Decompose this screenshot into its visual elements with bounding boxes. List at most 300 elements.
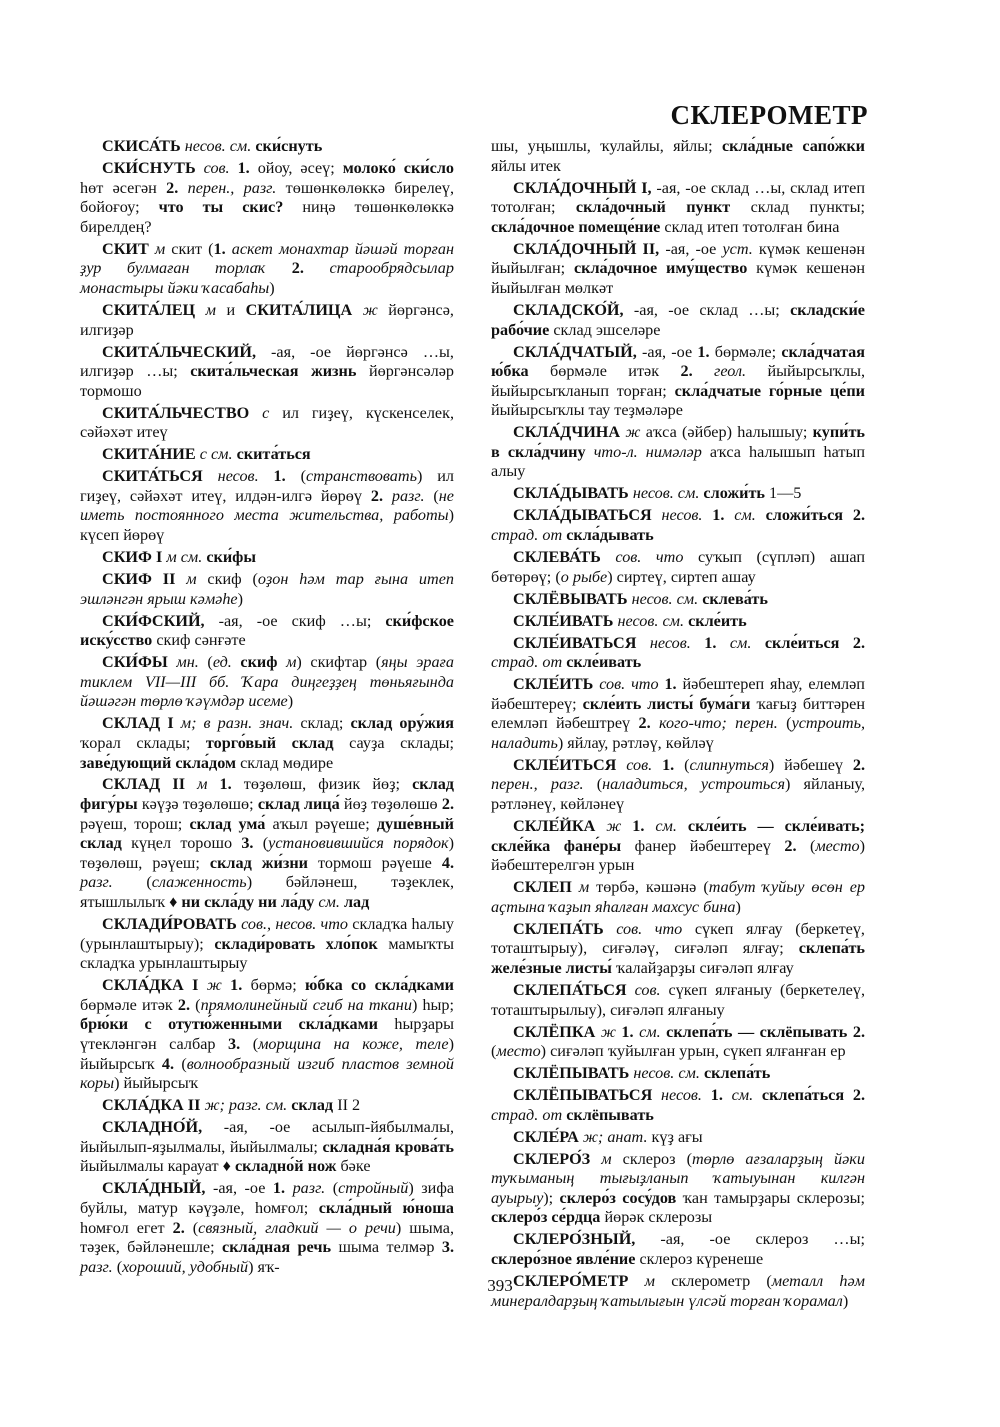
entry-text: ( [252,1034,259,1053]
entry-bold: 2. [177,995,196,1014]
entry-italic: с см. [199,445,237,464]
entry-text: аҡса (әйбер) һалышыу; [645,423,813,442]
entry-text: скиф сәнғәте [156,631,246,650]
entry-text: бөрмәле; [714,342,782,361]
entry-bold: склепа́ться 2. [761,1086,865,1105]
entry-bold: купи́ть в скла́дчину [491,423,865,461]
entry-text: ) [269,278,275,297]
entry-text: ( [433,486,439,505]
entry-text: күҙ ағы [651,1127,703,1146]
entry-bold: СКИТА́ЛЬЧЕСКИЙ, [102,342,272,361]
entry-bold: СКЛА́ДЧАТЫЙ, [513,342,643,361]
entry-bold: СКЛЕРО́ЗНЫЙ, [513,1230,661,1249]
entry-italic: разг. [80,873,147,892]
entry-bold: СКЛЁПКА [513,1022,601,1041]
entry-bold: СКИТА́ТЬСЯ [102,467,218,486]
entry-text: ( [116,1257,123,1276]
entry-italic: несов. см. [617,611,689,630]
entry-bold: 2. [680,362,714,381]
entry-text: күңел торошо [131,834,242,853]
entry-bold: 1. [621,1022,640,1041]
entry-bold: склеро́з сосу́дов [559,1188,683,1207]
entry-text: һырҙары үтекләнгән салбар [80,1015,454,1053]
entry-text: ҡорал склады; [80,733,206,752]
entry-text: -ая, -ое [665,239,723,258]
entry-bold: 4. [441,853,454,872]
entry-italic: мн. [176,653,208,672]
entry-italic: разг. [391,486,434,505]
dictionary-entry [491,423,865,482]
entry-text: скит ( [171,239,214,258]
dictionary-entry [80,159,454,237]
entry-bold: 1. [704,633,730,652]
entry-bold: 3. [441,1238,454,1257]
entry-bold: заве́дующий скла́дом [80,753,241,772]
entry-italic: несов. см. [631,589,703,608]
entry-text: складҡа һалыу (урынлаштырыу); [80,915,454,953]
entry-bold: СКЛАД I [102,714,181,733]
entry-text: -ая, -ое склад …ы, склад итеп тотолған; [491,178,865,217]
entry-italic: м [197,775,220,794]
entry-text: сүкеп ялғау (беркетеү, тоташтырыу), сиғәләү, сиғәләп ялғау; [491,919,865,958]
entry-bold: скита́ться [236,445,311,464]
entry-bold: СКИТА́ЛЕЦ [102,300,206,319]
entry-bold: 1. [219,775,244,794]
entry-text: ) һыр; [411,995,455,1014]
entry-italic: уст. [722,239,759,258]
entry-text: фанер йәбештереү [634,836,785,855]
dictionary-entry [80,1179,454,1277]
dictionary-entry [80,301,454,340]
right-column [491,137,865,1314]
entry-italic: хороший, удобный [122,1257,249,1276]
dictionary-entry [80,548,454,568]
entry-bold: 2. [291,259,330,278]
dictionary-entry [491,179,865,238]
entry-text: аҡса һалышып һатып алыу [491,442,865,481]
entry-text: ) бәйләнеш, тәҙеклек, ятышлылыҡ ♦ [80,873,454,912]
entry-text: склад пункты; [750,198,865,217]
entry-bold: склева́ть [702,589,768,608]
entry-italic: сов. [634,980,669,999]
entry-italic: м см. [166,548,207,566]
entry-bold: 1. [632,817,656,836]
entry-bold: 1. [273,467,301,486]
entry-bold: склад ору́жия [350,714,454,733]
entry-bold: склад ума́ [189,814,273,833]
entry-italic: ж; анат. [582,1127,652,1146]
entry-italic: место [815,836,860,855]
entry-bold: лад [343,893,370,912]
entry-bold: СКЛЕВА́ТЬ [513,548,616,566]
dictionary-entry [80,404,454,443]
entry-text: ил гиҙеү, күскенселек, сәйәхәт итеү [80,403,455,442]
entry-bold: ю́бка со скла́дками [305,976,455,995]
entry-italic: связный, гладкий — о речи [198,1218,396,1237]
entry-text: төшөнкөлөккә бирелеү, бойоғоу; [80,178,455,217]
entry-text: кәүҙә төҙөлөшө; [141,795,258,814]
dictionary-entry [80,714,454,773]
entry-bold: склад лица́ [257,795,344,814]
entry-text: -ая, -ое асылып-йябылмалы, йыйылып-яҙылмалы, йыйылмалы; [80,1118,454,1156]
entry-italic: геол. [714,362,768,381]
entry-text: йөргәнсә, илгиҙәр [80,300,454,339]
entry-text: склад итеп тотолған бина [664,217,840,236]
entry-text: йөрәк склерозы [604,1208,713,1227]
entry-bold: склади́ровать хло́пок [214,934,389,953]
entry-bold: ски́фы [206,548,257,566]
entry-text: төҙөлөш, физик йөҙ; [243,775,413,794]
dictionary-entry [80,653,454,712]
entry-bold: 1. [213,239,232,258]
page-number: 393 [487,1276,513,1295]
entry-bold: 1. [662,755,685,774]
entry-bold: 1. [237,158,258,177]
entry-text: ) [842,1291,849,1310]
entry-text: склерометр ( [671,1272,772,1291]
entry-italic: перен., разг. [187,178,286,197]
entry-text: ( [786,714,792,733]
entry-text: ( [262,834,269,853]
dictionary-entry [491,506,865,545]
entry-bold: скле́ить — скле́ивать; скле́йка фане́ры [491,817,866,855]
entry-italic: м [286,653,297,672]
dictionary-entry [491,612,865,632]
dictionary-entry [491,590,865,610]
entry-text: склад мөдире [240,753,334,772]
entry-italic: несов. [649,633,705,652]
entry-bold: скита́льческая жизнь [190,362,369,381]
entry-text: йөҙ төҙөлөшө [343,795,442,814]
entry-bold: СКЛА́ДОЧНЫЙ I, [513,178,657,197]
entry-text: -ая, -ое склад …ы; [633,300,791,319]
entry-bold: СКИТА́НИЕ [102,445,200,464]
entry-text: йыйырсыҡлы, йыйырсыҡланып торған; [491,362,865,400]
entry-text: һомғол егет [80,1218,173,1237]
entry-italic: разг. [292,1179,333,1198]
dictionary-entry [491,1023,865,1062]
entry-bold: 2. [784,836,810,855]
entry-text: йыйырсыҡлы тау теҙмәләре [491,401,683,420]
dictionary-entry [80,570,454,609]
entry-text: ) йыйырсыҡ [114,1074,199,1093]
entry-bold: СКЛЁПЫВАТЬСЯ [513,1086,662,1105]
entry-bold: СКИ́ФСКИЙ, [102,611,219,630]
entry-bold: душе́вный склад [80,814,454,853]
entry-bold: СКИТА́ЛИЦА [245,300,363,319]
entry-bold: СКЛАДСКО́Й, [513,300,634,319]
entry-text: ) күсеп йөрөү [80,506,454,545]
entry-text: -ая, -ое йөргәнсә …ы, илгиҙәр …ы; [80,342,454,381]
entry-italic: табут ҡуйыу өсөн ер аҫтына ҡаҙып яһалған махсус бина [491,878,865,916]
entry-italic: м [186,569,208,588]
entry-italic: аскет монахтар йәшәй торған ҙур булмаған торлаҡ [80,239,454,278]
entry-bold: 2. [852,755,865,774]
entry-bold: сложи́ться 2. [765,506,865,525]
entry-italic: см. [734,506,766,525]
entry-bold: 2. [441,795,454,814]
entry-bold: скле́ить [688,611,747,630]
entry-bold: склеро́з се́рдца [491,1208,605,1227]
entry-italic: старообрядсылар монастыры йәки ҡасабаһы [80,259,454,297]
entry-italic: м [644,1272,672,1291]
entry-text: ( [596,775,603,794]
entry-italic: ж [606,817,633,836]
entry-bold: 3. [241,834,263,853]
entry-bold: 1. [664,675,683,694]
entry-italic: төрлө ағзаларҙың йәки туҡыманың тығыҙланып ҡатыуынан килгән ауырыу [491,1149,865,1207]
entry-text: -ая, -ое [642,342,698,361]
entry-bold: СКИФ I [102,548,167,566]
entry-italic: несов. [661,1086,711,1105]
entry-text: тормош рәүеше [318,853,442,872]
left-column [80,137,454,1280]
entry-bold: 1. [712,506,735,525]
entry-bold: скла́дчатые го́рные це́пи [674,381,865,400]
entry-italic: см. [731,1086,762,1105]
entry-bold: склепа́ть [703,1064,771,1083]
entry-italic: с [262,403,283,422]
entry-bold: СКИТА́ЛЬЧЕСТВО [102,403,263,422]
dictionary-entry [491,1150,865,1228]
entry-text: шыма телмәр [338,1238,442,1257]
entry-text: ) зифа буйлы, матур кәүҙәле, һомғол; [80,1179,455,1217]
entry-bold: ни скла́ду ни ла́ду [181,893,319,912]
entry-text: ойоу, әсеү; [257,158,343,177]
entry-bold: СКЛА́ДКА I [102,976,207,995]
entry-bold: скла́дная речь [222,1238,339,1257]
entry-text: ( [181,1054,187,1073]
entry-bold: СКЛА́ДКА II [102,1096,205,1115]
entry-bold: СКЛАДИ́РОВАТЬ [102,915,242,934]
entry-bold: сложи́ть [703,484,770,503]
dictionary-entry [491,1128,865,1148]
entry-text: ) төҙөлөш, рәүеш; [80,834,454,872]
entry-italic: волнообразный изгиб пластов земной коры [80,1054,455,1093]
entry-text: 1—5 [769,484,802,503]
dictionary-entry [491,981,865,1020]
entry-italic: оҙон һәм тар ғына итеп эшләнгән ярыш кәмәһе [80,569,454,608]
dictionary-entry [80,343,454,402]
entry-text: ) яйлау, рәтләү, көйләү [557,733,714,752]
entry-bold: скле́ивать [566,653,642,672]
entry-text: и [226,300,246,319]
entry-italic: сов. что [616,919,695,938]
entry-italic: м; в разн. знач. [180,714,301,733]
entry-bold: 1. [697,342,715,361]
entry-bold: торго́вый склад [205,733,350,752]
entry-bold: скла́дочный пункт [575,198,751,217]
entry-text: мамыҡты складҡа урынлаштырыу [80,934,454,973]
entry-text: күмәк кешенән йыйылған мөлкәт [491,259,865,297]
entry-italic: сов. что [615,548,699,566]
entry-bold: скла́дывать [566,526,654,545]
entry-text: скиф ( [207,569,258,588]
dictionary-entry [491,484,865,504]
entry-bold: 2. [172,1218,193,1237]
dictionary-entry [491,343,865,421]
entry-text: бөрмәле итәк [80,995,178,1014]
entry-bold: СКИТ [102,239,155,258]
entry-italic: сов. [626,755,663,774]
entry-italic: м [578,878,597,897]
dictionary-entry [80,467,454,545]
entry-text: ҡағыҙ биттәрен елемләп йәбештреү [491,694,865,733]
entry-italic: несов. см. [633,1064,704,1083]
entry-bold: 1. [272,1179,293,1198]
entry-italic: место [496,1042,541,1061]
entry-bold: СКЛЕ́ИТЬ [513,675,600,694]
entry-italic: перен., разг. [491,775,597,794]
entry-bold: склепа́ть желе́зные листы́ [491,939,865,977]
entry-italic: ед. [212,653,241,672]
entry-bold: СКИСА́ТЬ [102,137,185,155]
entry-text: -ая, -ое [212,1179,273,1198]
entry-italic: установившийся порядок [268,834,449,853]
entry-text: ) ил гиҙеү, сәйәхәт итеү, илдән-илгә йөрөү [80,467,454,505]
entry-text: -ая, -ое скиф …ы; [218,611,386,630]
entry-bold: склад фигу́ры [80,775,455,814]
entry-italic: наладиться, устроиться [602,775,785,794]
entry-italic: ж; разг. см. [204,1096,292,1115]
entry-text: ) йәбештерелгән урын [491,836,866,875]
entry-bold: молоко́ ски́сло [342,158,454,177]
entry-text: ҡалайҙарҙы сиғәләп ялғау [615,959,794,977]
dictionary-entry [491,756,865,815]
entry-text: ) йәбешеү [768,755,853,774]
entry-bold: склёпывать [566,1105,654,1124]
entry-italic: морщина на коже, теле [258,1034,449,1053]
entry-text: ( [207,653,213,672]
entry-bold: 3. [228,1034,253,1053]
entry-bold: 2. [370,486,392,505]
entry-text: склероз күренеше [639,1250,764,1269]
dictionary-entry [491,920,865,979]
entry-bold: 1. [230,976,251,995]
dictionary-entry [80,445,454,465]
entry-text: склад; [300,714,351,733]
dictionary-entry [80,976,454,1094]
entry-italic: странствовать [306,467,417,486]
dictionary-entry [80,775,454,912]
entry-text: яйлы итек [491,156,561,175]
entry-bold: СКЛА́ДЫВАТЬСЯ [513,506,662,525]
entry-italic: м [601,1149,623,1168]
entry-bold: скле́иться 2. [764,633,866,652]
entry-italic: несов. см. [184,137,256,155]
entry-bold: СКЛЕРО́МЕТР [513,1272,645,1291]
entry-bold: СКЛЁПЫВАТЬ [513,1064,634,1083]
entry-bold: скла́дочное помеще́ние [491,217,665,236]
entry-bold: СКИФ II [102,569,187,588]
dictionary-entry [491,634,865,673]
dictionary-entry [491,817,865,876]
entry-italic: металл һәм минералдарҙың ҡатылығын үлсәй торған ҡорамал [491,1272,865,1310]
entry-bold: СКЛА́ДОЧНЫЙ II, [513,239,666,258]
entry-text: һөт әсегән [80,178,167,197]
dictionary-entry [491,1086,865,1125]
dictionary-entry [80,240,454,299]
entry-text: II 2 [337,1096,361,1115]
entry-italic: см. [318,893,344,912]
entry-bold: СКЛА́ДНЫЙ, [102,1179,213,1198]
entry-italic: ж [600,1022,622,1041]
entry-bold: 2. [638,714,660,733]
entry-text: аҡыл рәүеше; [272,814,377,833]
entry-bold: склеро́зное явле́ние [491,1250,640,1269]
entry-bold: складно́й нож [234,1157,341,1176]
entry-text: йәбештереп яһау, елемләп йәбештереү; [491,675,865,713]
entry-text: ) шыма, тәҙек, бәйләнешле; [80,1218,454,1257]
entry-italic: слипнуться [689,755,769,774]
entry-italic: яңы эраға тиклем VII—III бб. Ҡара диңгеҙҙең төньяғында йәшәгән төрлө ҡәүмдәр исеме [80,653,454,711]
entry-bold: 2. [166,178,188,197]
entry-italic: сов. [203,158,238,177]
entry-italic: о рыбе [560,567,608,586]
entry-text: ( [809,836,816,855]
entry-italic: сов., несов. что [241,915,353,934]
entry-text: ( [146,873,152,892]
entry-italic: страд. от [491,653,567,672]
entry-bold: скле́ить листы́ бума́ги [582,694,757,713]
dictionary-entry [491,1230,865,1269]
entry-text: сүкеп ялғаныу (беркетелеү, тоташтырылыу), сиғәләп ялғаныу [491,980,866,1019]
entry-text: склад эшселәре [553,320,661,339]
entry-text: ) сиртеү, сиртеп ашау [607,567,756,586]
entry-bold: ски́снуть [255,137,323,155]
running-head: СКЛЕРОМЕТР [670,100,868,130]
entry-italic: ж [625,423,646,442]
entry-text: бәке [340,1157,371,1176]
entry-bold: СКИ́СНУТЬ [102,158,204,177]
entry-italic: м [154,239,172,258]
entry-text: күмәк кешенән йыйылған; [491,239,866,278]
entry-italic: см. [655,817,688,836]
entry-text: ( [491,1042,497,1061]
entry-italic: страд. от [491,1105,567,1124]
entry-italic: страд. от [491,526,567,545]
entry-italic: разг. [80,1257,117,1276]
entry-bold: СКЛЕРО́З [513,1149,602,1168]
entry-bold: брю́ки с отутю́женными скла́дками [80,1015,395,1034]
entry-italic: прямолинейный сгиб на ткани [200,995,412,1014]
entry-text: ) [237,589,243,608]
entry-text: ( [192,1218,199,1237]
entry-text: склероз ( [622,1149,692,1168]
entry-italic: слаженность [151,873,247,892]
entry-bold: СКЛАДНО́Й, [102,1118,224,1137]
entry-bold: СКЛА́ДЫВАТЬ [513,484,633,503]
dictionary-entry [491,548,865,587]
entry-bold: скиф [240,653,287,672]
entry-italic: ж [206,976,231,995]
entry-text: бөрмәле итәк [550,362,681,381]
entry-italic: устроить, наладить [491,714,866,752]
entry-italic: не иметь постоянного места жительства, работы [80,486,454,525]
entry-bold: СКЛЕП [513,878,579,897]
entry-bold: СКЛА́ДЧИНА [513,423,626,442]
entry-text: ); [543,1188,560,1207]
entry-text: ) сиғәләп ҡуйылған урын, сүкеп ялғанған ер [540,1042,846,1061]
entry-bold: ски́фское иску́сство [80,611,454,650]
entry-text: ) яйланыу, рәтләнеү, көйләнеү [491,775,865,814]
entry-bold: СКЛЕ́ИВАТЬ [513,611,618,630]
entry-text: ) [287,692,294,711]
entry-bold: СКЛАД II [102,775,198,794]
entry-italic: м [205,300,227,319]
entry-text: ( [332,1179,339,1198]
entry-text: ) [735,897,741,916]
